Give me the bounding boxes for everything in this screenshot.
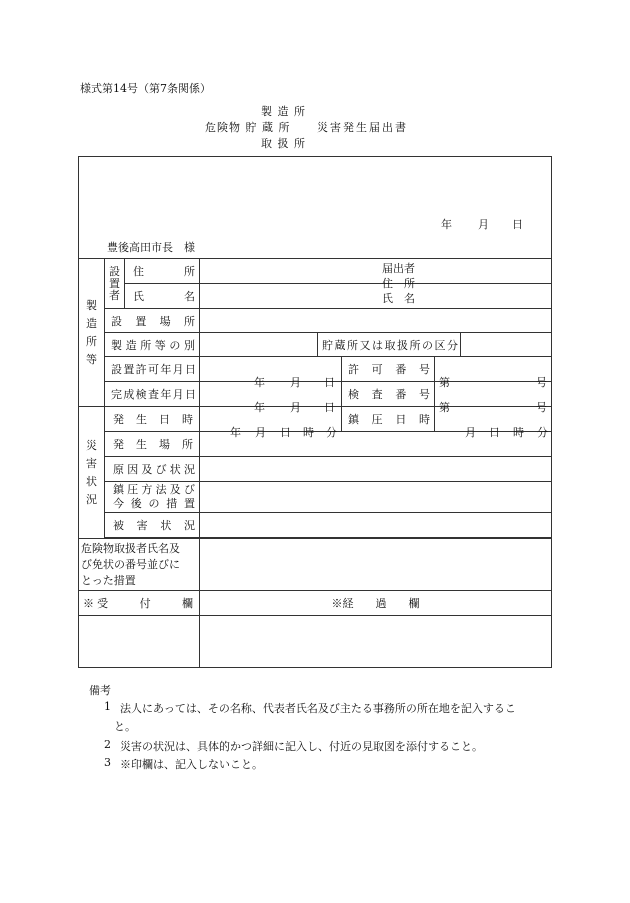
storage-type-label: 貯蔵所又は取扱所の区分 bbox=[322, 338, 458, 352]
cause-field[interactable] bbox=[200, 457, 552, 482]
date-month: 月 bbox=[478, 217, 489, 231]
permit-date-label: 設置許可年月日 bbox=[111, 363, 196, 376]
facility-type-label: 製造所等の別 bbox=[111, 338, 195, 352]
installer-label: 設 置 者 bbox=[105, 259, 125, 309]
inspection-date-field[interactable]: 年 月 日 bbox=[200, 382, 342, 407]
occurred-at-field[interactable]: 年 月 日 時 分 bbox=[200, 407, 342, 432]
permit-date-field[interactable]: 年 月 日 bbox=[200, 357, 342, 382]
permit-number-label: 許可番号 bbox=[348, 363, 430, 376]
facility-location-field[interactable] bbox=[200, 309, 552, 333]
handler-label: 危険物取扱者氏名及 び免状の番号並びに とった措置 bbox=[79, 539, 200, 591]
cause-label: 原因及び状況 bbox=[113, 463, 195, 476]
title-line-1: 製 造 所 bbox=[261, 105, 306, 118]
title-line-3: 取 扱 所 bbox=[261, 137, 306, 150]
form-number: 様式第14号（第7条関係） bbox=[80, 82, 211, 95]
reception-label: ※受 付 欄 bbox=[83, 597, 193, 610]
facility-location-label: 設置場所 bbox=[111, 314, 195, 328]
installer-name-field[interactable] bbox=[200, 284, 552, 309]
notes-heading: 備考 bbox=[89, 684, 111, 697]
measures-label-line2: 今後の措置 bbox=[113, 497, 195, 510]
facility-section-label: 製 造 所 等 bbox=[79, 259, 105, 407]
installer-address-label: 住 所 bbox=[133, 265, 195, 278]
progress-label: ※経 過 欄 bbox=[331, 597, 420, 610]
date-day: 日 bbox=[512, 217, 523, 231]
note-3-num: 3 bbox=[104, 756, 111, 769]
notifier-label: 届出者 bbox=[382, 261, 415, 275]
note-3-text: ※印欄は、記入しないこと。 bbox=[120, 758, 263, 771]
damage-field[interactable] bbox=[200, 513, 552, 538]
name-label: 氏 名 bbox=[382, 291, 415, 305]
date-year: 年 bbox=[441, 217, 452, 231]
occurred-at-label: 発生日時 bbox=[113, 413, 193, 426]
disaster-location-label: 発生場所 bbox=[113, 438, 193, 451]
inspection-date-label: 完成検査年月日 bbox=[111, 388, 196, 401]
installer-address-field[interactable] bbox=[200, 259, 552, 284]
installer-name-label: 氏 名 bbox=[133, 290, 195, 303]
note-1-cont: と。 bbox=[114, 720, 136, 733]
note-2-num: 2 bbox=[104, 738, 111, 751]
title-line-2: 危険物 貯 蔵 所 bbox=[205, 121, 291, 134]
inspection-number-label: 検査番号 bbox=[348, 388, 430, 401]
storage-type-field[interactable] bbox=[461, 333, 552, 357]
notification-form bbox=[78, 156, 552, 668]
note-1-text: 法人にあっては、その名称、代表者氏名及び主たる事務所の所在地を記入するこ bbox=[120, 702, 516, 715]
suppressed-at-label: 鎮圧日時 bbox=[348, 413, 430, 426]
progress-label-cell bbox=[200, 591, 552, 616]
progress-field[interactable] bbox=[200, 616, 552, 668]
addressee: 豊後高田市長 様 bbox=[107, 240, 195, 254]
reception-field[interactable] bbox=[79, 616, 200, 668]
title-suffix: 災害発生届出書 bbox=[317, 121, 408, 134]
inspection-number-field[interactable]: 第 号 bbox=[435, 382, 552, 407]
measures-field[interactable] bbox=[200, 482, 552, 513]
damage-label: 被害状況 bbox=[113, 519, 195, 532]
address-label: 住 所 bbox=[382, 276, 415, 290]
permit-number-field[interactable]: 第 号 bbox=[435, 357, 552, 382]
handler-field[interactable] bbox=[200, 539, 552, 591]
measures-label-line1: 鎮圧方法及び bbox=[113, 483, 195, 496]
note-2-text: 災害の状況は、具体的かつ詳細に記入し、付近の見取図を添付すること。 bbox=[120, 740, 483, 753]
note-1-num: 1 bbox=[104, 700, 111, 713]
suppressed-at-field[interactable]: 月 日 時 分 bbox=[435, 407, 552, 432]
facility-type-field[interactable] bbox=[200, 333, 318, 357]
disaster-section-label: 災 害 状 況 bbox=[79, 407, 105, 539]
